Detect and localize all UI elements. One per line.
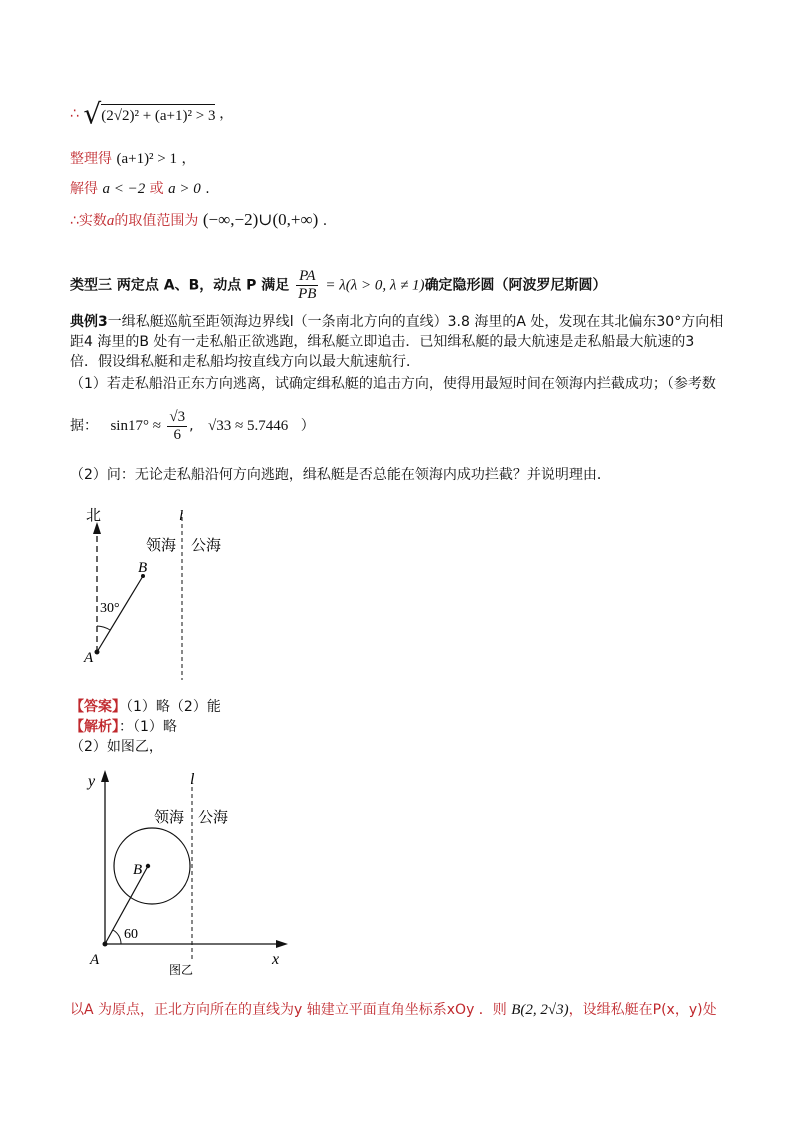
solution-line-2: 整理得 (a+1)² > 1 ， [70,151,196,167]
analysis-part-2: （2）如图乙， [70,739,163,755]
x-label: x [272,951,280,968]
figure-1 [80,500,300,685]
figure-2 [80,762,320,977]
range-interval: (−∞,−2)∪(0,+∞) [202,210,319,229]
angle-label: 30° [100,601,120,616]
territorial-sea-label: 领海 [154,808,185,826]
inequality-sqrt: √(2√2)² + (a+1)² > 3 [83,97,216,131]
simplified-inequality: (a+1)² > 1 [116,151,178,167]
example-line-2: 距4 海里的B 处有一走私船正欲逃跑，缉私艇立即追击．已知缉私艇的最大航速是走私船最大航速的3 [70,334,695,350]
territorial-sea-label: 领海 [146,536,177,554]
figure-caption: 图乙 [169,963,194,977]
angle-arc [113,930,121,944]
l-label: l [179,508,184,524]
point-a [95,650,100,655]
label-a: A [84,650,94,666]
coordinate-setup-line: 以A 为原点，正北方向所在的直线为y 轴建立平面直角坐标系xOy ．则 B(2, 2√3)，设缉私艇在P(x，y)处 [70,1002,717,1018]
point-b-coordinates: B(2, 2√3) [511,1002,569,1018]
solution-line-4: ∴实数a的取值范围为 (−∞,−2)∪(0,+∞) . [70,210,328,229]
pa-pb-fraction: $\frac{PA}{PB}$ [298,268,317,302]
x-arrowhead [276,940,288,948]
y-label: y [88,773,96,790]
angle-label: 60 [124,927,138,942]
analysis-label: 【解析】 [70,719,119,735]
point-a [103,942,108,947]
therefore-symbol: ∴ [70,105,79,122]
angle-arc [97,626,110,630]
question-1-line-1: （1）若走私船沿正东方向逃离，试确定缉私艇的追击方向，使得用最短时间在领海内拦截成功；（参考数 [70,376,716,392]
type-heading: 类型三 两定点 A、B，动点 P 满足 $\frac{PA}{PB}$ = λ(λ > 0, λ ≠ 1)确定隐形圆（阿波罗尼斯圆） [70,268,607,302]
label-a: A [90,952,100,968]
l-label: l [190,771,195,788]
question-1-line-2: 据： sin17° ≈ $\frac{√3}{6}$ , √33 ≈ 5.7446 ） [70,408,315,443]
point-b [146,864,150,868]
solution-line-1: ∴ √(2√2)² + (a+1)² > 3 ， [70,97,234,131]
high-seas-label: 公海 [198,808,229,826]
label-b: B [138,560,148,576]
answer-label: 【答案】 [70,699,126,715]
y-arrowhead [101,770,109,782]
apollonius-circle [114,828,190,904]
label-b: B [133,862,143,878]
example-label: 典例3 [70,314,108,330]
answer-line: 【答案】（1）略（2）能 [70,699,221,715]
solution-line-3: 解得 a < −2 或 a > 0 . [70,181,210,197]
example-line-1: 典例3一缉私艇巡航至距领海边界线l（一条南北方向的直线）3.8 海里的A 处，发现在其北偏东30°方向相 [70,314,724,330]
high-seas-label: 公海 [191,536,222,554]
question-2: （2）问：无论走私船沿何方向逃跑，缉私艇是否总能在领海内成功拦截？并说明理由． [70,467,611,483]
sqrt3-over-6: $\frac{√3}{6}$ [169,408,186,443]
analysis-line: 【解析】：（1）略 [70,719,177,735]
north-label: 北 [86,506,102,524]
example-line-3: 倍．假设缉私艇和走私船均按直线方向以最大航速航行． [70,354,420,370]
